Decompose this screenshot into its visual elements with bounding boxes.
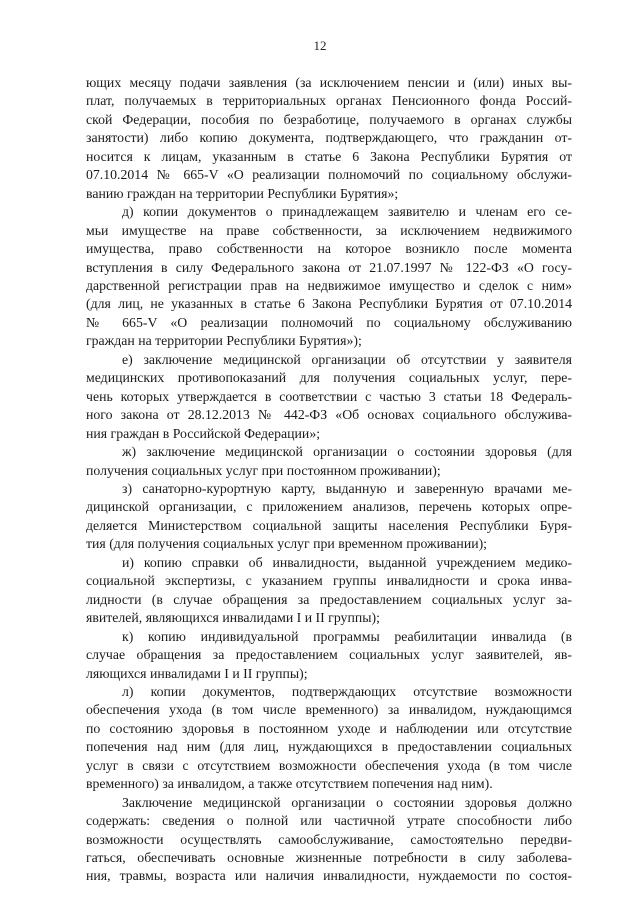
page-number: 12 xyxy=(313,38,327,53)
text-line: ного закона от 28.12.2013 № 442-ФЗ «Об основах социального обслужива- xyxy=(86,407,572,423)
text-line: (для лиц, не указанных в статье 6 Закона Республики Бурятия от 07.10.2014 xyxy=(86,296,572,312)
text-line: вступления в силу Федерального закона от 21.07.1997 № 122-ФЗ «О госу- xyxy=(86,259,572,275)
text-line: и) копию справки об инвалидности, выданной учреждением медико- xyxy=(122,554,572,570)
text-line: дицинской организации, с приложением анализов, перечень которых опре- xyxy=(86,499,572,515)
text-line: гаться, обеспечивать основные жизненные потребности в силу заболева- xyxy=(86,850,572,866)
text-line: услуг в связи с отсутствием возможности обеспечения ухода (в том числе xyxy=(86,757,572,773)
text-line: случае обращения за предоставлением социальных услуг заявителей, яв- xyxy=(86,647,572,663)
text-line: ж) заключение медицинской организации о состоянии здоровья (для xyxy=(122,444,572,460)
text-line: медицинских противопоказаний для получения социальных услуг, пере- xyxy=(86,370,572,386)
text-line: по состоянию здоровья в постоянном уходе и наблюдении или отсутствие xyxy=(86,720,572,736)
text-line: мьи имуществе на праве собственности, за исключением недвижимого xyxy=(86,222,572,238)
text-line: ния, травмы, возраста или наличия инвалидности, нуждаемости по состоя- xyxy=(86,868,572,884)
paragraph-item-zh xyxy=(86,443,572,480)
text-line: социальной экспертизы, с указанием группы инвалидности и срока инва- xyxy=(86,573,572,589)
text-line: явителей, являющихся инвалидами I и II группы); xyxy=(86,610,380,626)
text-line: содержать: сведения о полной или частичной утрате способности либо xyxy=(86,813,572,829)
text-line: имущества, право собственности на которое возникло после момента xyxy=(86,241,572,257)
text-line: № 665-V «О реализации полномочий по социальному обслуживанию xyxy=(86,314,572,330)
paragraph-item-d xyxy=(86,203,572,351)
text-line: е) заключение медицинской организации об отсутствии у заявителя xyxy=(122,351,572,367)
paragraph-item-k xyxy=(86,628,572,683)
text-line: ванию граждан на территории Республики Бурятия»; xyxy=(86,185,399,201)
text-line: граждан на территории Республики Бурятия»); xyxy=(86,333,362,349)
text-line: л) копии документов, подтверждающих отсутствие возможности xyxy=(122,683,572,699)
text-line: ния граждан в Российской Федерации»; xyxy=(86,425,321,441)
paragraph-item-i xyxy=(86,554,572,628)
text-line: тия (для получения социальных услуг при временном проживании); xyxy=(86,536,488,552)
paragraph-conclusion xyxy=(86,794,572,886)
text-line: временного) за инвалидом, а также отсутствием попечения над ним). xyxy=(86,776,493,792)
paragraph-continuation xyxy=(86,74,572,203)
text-line: з) санаторно-курортную карту, выданную и заверенную врачами ме- xyxy=(122,480,572,496)
paragraph-item-l xyxy=(86,683,572,794)
paragraph-item-z xyxy=(86,480,572,554)
text-line: носится к лицам, указанным в статье 6 Закона Республики Бурятия от xyxy=(86,148,572,164)
text-line: дарственной регистрации прав на недвижимое имущество и сделок с ним» xyxy=(86,277,572,293)
text-line: обеспечения ухода (в том числе временного) за инвалидом, нуждающимся xyxy=(86,702,572,718)
text-line: попечения над ним (для лиц, нуждающихся в предоставлении социальных xyxy=(86,739,572,755)
paragraph-item-e xyxy=(86,351,572,443)
text-line: возможности осуществлять самообслуживание, самостоятельно передви- xyxy=(86,831,572,847)
text-line: 07.10.2014 № 665-V «О реализации полномочий по социальному обслужи- xyxy=(86,167,572,183)
text-line: Заключение медицинской организации о состоянии здоровья должно xyxy=(122,794,572,810)
text-line: ской Федерации, пособия по безработице, получаемого в органах службы xyxy=(86,111,572,127)
text-line: лидности (в случае обращения за предоставлением социальных услуг за- xyxy=(86,591,572,607)
text-line: получения социальных услуг при постоянном проживании); xyxy=(86,462,441,478)
text-line: плат, получаемых в территориальных органах Пенсионного фонда Россий- xyxy=(86,93,572,109)
text-line: к) копию индивидуальной программы реабилитации инвалида (в xyxy=(122,628,572,644)
document-body xyxy=(86,74,572,886)
text-line: деляется Министерством социальной защиты населения Республики Буря- xyxy=(86,517,572,533)
text-line: ющих месяцу подачи заявления (за исключением пенсии и (или) иных вы- xyxy=(86,75,572,90)
text-line: д) копии документов о принадлежащем заявителю и членам его се- xyxy=(122,204,572,220)
text-line: занятости) либо копию документа, подтверждающего, что гражданин от- xyxy=(86,130,572,146)
text-line: чень которых утверждается в соответствии с частью 3 статьи 18 Федераль- xyxy=(86,388,572,404)
text-line: ляющихся инвалидами I и II группы); xyxy=(86,665,308,681)
